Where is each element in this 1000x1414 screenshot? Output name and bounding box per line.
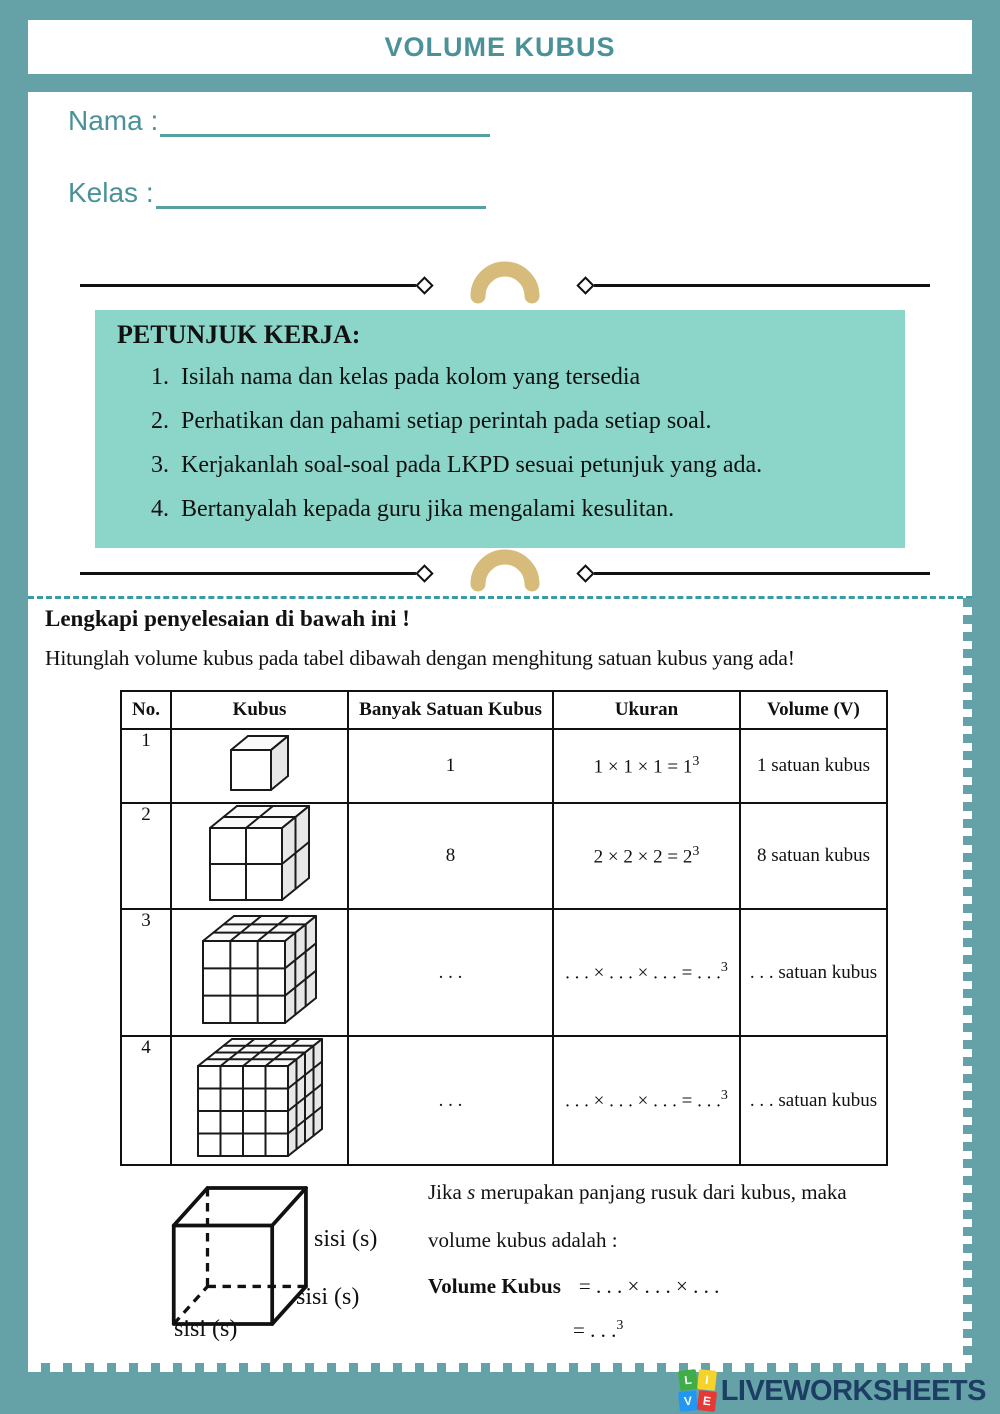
ornament-divider-bottom — [80, 549, 930, 597]
dashed-right-edge — [963, 598, 972, 1363]
volume-table — [120, 690, 888, 1166]
col-header-kubus: Kubus — [171, 691, 348, 729]
liveworksheets-logo-icon — [679, 1370, 717, 1412]
banyak-answer-blank[interactable]: . . . — [348, 909, 553, 1036]
ukuran-answer-blank[interactable]: . . . × . . . × . . . = . . .$^3$ — [553, 909, 740, 1036]
side-label: sisi (s) — [314, 1226, 378, 1252]
cube-image — [171, 803, 348, 909]
diamond-icon — [415, 276, 433, 294]
formula-line-1: Volume Kubus = . . . × . . . × . . . — [428, 1274, 720, 1298]
row-number: 1 — [121, 729, 171, 803]
logo-tile: E — [697, 1390, 717, 1412]
class-field-row — [68, 176, 486, 209]
class-label: Kelas : — [68, 177, 154, 208]
divider-line — [594, 284, 930, 287]
banyak-answer-blank[interactable]: . . . — [348, 1036, 553, 1165]
crescent-icon — [465, 549, 545, 597]
table-row — [121, 803, 887, 909]
name-blank-line[interactable] — [160, 104, 490, 137]
diamond-icon — [576, 276, 594, 294]
logo-tile: L — [678, 1369, 698, 1391]
side-label: sisi (s) — [174, 1316, 238, 1342]
formula-line-2: = . . .$^3$ — [573, 1318, 624, 1342]
cube-image — [171, 909, 348, 1036]
formula-blank[interactable]: = . . . — [573, 1318, 617, 1342]
conclusion-line-2: volume kubus adalah : — [428, 1228, 618, 1252]
logo-tile: I — [697, 1369, 717, 1391]
conclusion-line-1: Jika s merupakan panjang rusuk dari kubus, maka — [428, 1180, 847, 1204]
title-band — [28, 20, 972, 74]
class-blank-line[interactable] — [156, 176, 486, 209]
col-header-banyak: Banyak Satuan Kubus — [348, 691, 553, 729]
volume-value: 8 satuan kubus — [740, 803, 887, 909]
section-title: Lengkapi penyelesaian di bawah ini ! — [45, 606, 410, 631]
instruction-item: 4. Bertanyalah kepada guru jika mengalami kesulitan. — [175, 496, 883, 523]
divider-line — [80, 572, 416, 575]
divider-line — [80, 284, 416, 287]
formula-blank[interactable]: = . . . × . . . × . . . — [578, 1274, 720, 1298]
volume-answer-blank[interactable]: . . . satuan kubus — [740, 909, 887, 1036]
table-row — [121, 1036, 887, 1165]
instructions-box — [95, 310, 905, 548]
cube-image — [171, 1036, 348, 1165]
instruction-item: 3. Kerjakanlah soal-soal pada LKPD sesuai petunjuk yang ada. — [175, 452, 883, 479]
side-label: sisi (s) — [296, 1284, 360, 1310]
page-title: VOLUME KUBUS — [384, 31, 616, 62]
col-header-no: No. — [121, 691, 171, 729]
diamond-icon — [576, 564, 594, 582]
col-header-volume: Volume (V) — [740, 691, 887, 729]
table-row — [121, 729, 887, 803]
diamond-icon — [415, 564, 433, 582]
liveworksheets-logo[interactable] — [679, 1370, 986, 1412]
ornament-divider-top — [80, 261, 930, 309]
instructions-list — [117, 364, 883, 523]
cube-image — [171, 729, 348, 803]
liveworksheets-wordmark: LIVEWORKSHEETS — [720, 1374, 986, 1407]
main-sheet — [28, 92, 972, 1363]
instructions-heading: PETUNJUK KERJA: — [117, 320, 361, 349]
dashed-separator — [28, 596, 972, 599]
volume-value: 1 satuan kubus — [740, 729, 887, 803]
ukuran-answer-blank[interactable]: . . . × . . . × . . . = . . .$^3$ — [553, 1036, 740, 1165]
name-label: Nama : — [68, 105, 159, 136]
col-header-ukuran: Ukuran — [553, 691, 740, 729]
ukuran-value: $2 \times 2 \times 2 = 2^3$ — [553, 803, 740, 909]
name-field-row — [68, 104, 490, 137]
ukuran-value: $1 \times 1 \times 1 = 1^3$ — [553, 729, 740, 803]
banyak-value: 8 — [348, 803, 553, 909]
crescent-icon — [465, 261, 545, 309]
instruction-item: 2. Perhatikan dan pahami setiap perintah pada setiap soal. — [175, 408, 883, 435]
volume-answer-blank[interactable]: . . . satuan kubus — [740, 1036, 887, 1165]
banyak-value: 1 — [348, 729, 553, 803]
row-number: 3 — [121, 909, 171, 1036]
section-subtitle: Hitunglah volume kubus pada tabel dibawah dengan menghitung satuan kubus yang ada! — [45, 646, 795, 670]
table-row — [121, 909, 887, 1036]
row-number: 2 — [121, 803, 171, 909]
table-header-row — [121, 691, 887, 729]
row-number: 4 — [121, 1036, 171, 1165]
logo-tile: V — [678, 1390, 698, 1411]
divider-line — [594, 572, 930, 575]
instruction-item: 1. Isilah nama dan kelas pada kolom yang tersedia — [175, 364, 883, 391]
